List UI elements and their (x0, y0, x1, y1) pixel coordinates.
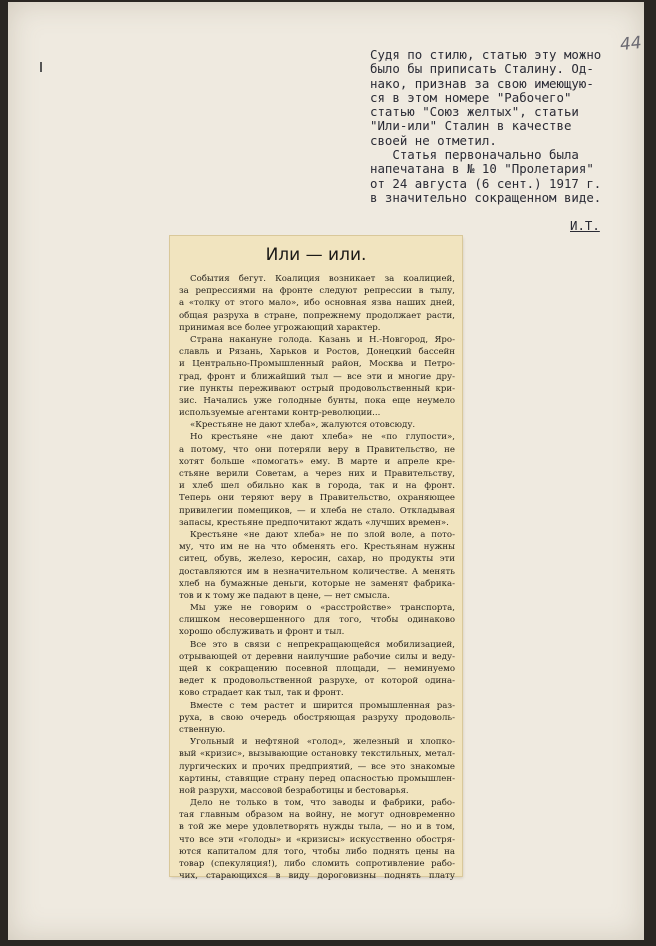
typewritten-note (370, 48, 648, 205)
article-paragraph (179, 431, 455, 529)
article-line: ются капиталом для того, чтобы либо поднять цены на (179, 846, 455, 857)
article-line: му, что им не на что обменять его. Крестьянам нужны (179, 542, 455, 553)
article-line: «Крестьяне не дают хлеба», жалуются отовсюду. (190, 420, 416, 431)
article-line: ситец, обувь, железо, керосин, сахар, но продукты эти (179, 554, 455, 565)
article-line: ной разрухи, массовой безработицы и бестоварья. (179, 785, 409, 796)
article-paragraph (179, 419, 455, 431)
article-line: в той же мере удовлетворять нужды тыла, — но и в том, (179, 822, 455, 833)
article-line: а потому, что они потеряли веру в Правительство, не (179, 444, 455, 455)
article-line: запасы, крестьяне предпочитают ждать «лучших времен». (179, 517, 449, 528)
article-paragraph (179, 529, 455, 602)
page-number: 44 (619, 32, 643, 56)
article-line: за репрессиями на фронте следуют репрессии в тылу, (179, 286, 455, 297)
article-line: вый «кризис», вызывающие остановку текстильных, метал- (179, 749, 455, 760)
article-line: стьяне верили Советам, а через них и Правительству, (179, 469, 455, 479)
article-line: ственную. (179, 724, 226, 735)
article-line: общая разруха в стране, попрежнему продолжает расти, (179, 310, 455, 321)
article-line: чих, старающихся в виду дороговизны поднять плату (179, 871, 455, 882)
article-line: хотят больше «помогать» ему. В марте и апреле кре- (179, 456, 455, 467)
article-paragraph (179, 602, 455, 639)
article-line: Теперь они теряют веру в Правительство, охраняющее (179, 493, 455, 504)
article-line: град, фронт и ближайший тыл — все эти и многие дру- (179, 371, 455, 382)
article-line: Страна накануне голода. Казань и Н.-Новгород, Яро- (190, 334, 455, 345)
article-line: хорошо обслуживать и фронт и тыл. (179, 627, 345, 638)
article-line: Мы уже не говорим о «расстройстве» транспорта, (190, 603, 455, 614)
article-line: щей к сокращению посевной площади, — неминуемо (179, 664, 455, 674)
article-line: хлеб на бумажные деньги, которые не заменят фабрика- (179, 578, 455, 589)
article-line: отрывающей от деревни наилучшие рабочие силы и веду- (179, 651, 455, 662)
note-line: нако, признав за свою имеющую- (370, 75, 594, 91)
article-paragraph (179, 700, 455, 737)
article-paragraph (179, 797, 455, 882)
article-line: ково страдает как тыл, так и фронт. (179, 688, 344, 699)
article-line: Угольный и нефтяной «голод», железный и хлопко- (190, 737, 455, 748)
article-title: Или — или. (265, 245, 367, 265)
article-line: тов и к тому же падают в цене, — нет смысла. (179, 590, 390, 601)
binding-mark (40, 62, 42, 72)
note-line: в значительно сокращенном виде. (370, 189, 602, 205)
article-paragraph (179, 639, 455, 700)
article-line: и Центрально-Промышленный район, Москва и Петро- (179, 359, 455, 370)
note-line: Статья первоначально была (370, 147, 579, 163)
article-line: картины, ставящие страну перед опасностью промышлен- (179, 773, 455, 784)
article-line: События бегут. Коалиция возникает за коалицией, (190, 274, 455, 284)
article-paragraph (179, 334, 455, 419)
article-line: слишком несовершенного для того, чтобы одинаково (179, 615, 455, 626)
article-line: руха, в свою очередь обостряющая разруху продоволь- (179, 712, 455, 723)
article-line: гие пункты переживают острый продовольственный кри- (179, 383, 455, 394)
article-paragraph (179, 273, 455, 334)
article-line: славль и Рязань, Харьков и Ростов, Донецкий бассейн (179, 347, 455, 358)
article-line: принимая все более угрожающий характер. (179, 322, 381, 333)
article-line: ведет к продовольственной разрухе, от которой одина- (179, 676, 455, 687)
article-line: что все эти «голоды» и «кризисы» искусственно обостря- (179, 834, 455, 845)
article-line: товар (спекуляция!), либо сломить сопротивление рабо- (179, 859, 455, 869)
article-line: зис. Начались уже голодные бунты, пока еще неумело (179, 395, 455, 406)
article-line: тая главным образом на войну, не могут одновременно (179, 810, 455, 821)
note-line: своей не отметил. (370, 132, 497, 148)
article-line: а «толку от этого мало», ибо основная язва наших дней, (179, 298, 455, 309)
note-line: от 24 августа (6 сент.) 1917 г. (370, 175, 602, 191)
article-line: Все это в связи с непрекращающейся мобилизацией, (190, 639, 455, 650)
note-signature: И.Т. (570, 218, 600, 233)
article-paragraph (179, 736, 455, 797)
article-line: и хлеб шел обильно как в города, так и на фронт. (179, 481, 455, 492)
article-line: лургических и прочих предприятий, — все это знакомые (179, 761, 455, 772)
article-line: Но крестьяне «не дают хлеба» не «по глупости», (190, 432, 455, 443)
note-line: было бы приписать Сталину. Од- (370, 61, 594, 77)
article-line: Крестьяне «не дают хлеба» не по злой воле, а пото- (190, 529, 455, 540)
article-body (179, 273, 455, 882)
note-line: "Или-или" Сталин в качестве (370, 118, 572, 134)
note-line: ся в этом номере "Рабочего" (370, 89, 572, 105)
article-line: Дело не только в том, что заводы и фабрики, рабо- (190, 798, 455, 809)
note-line: Судя по стилю, статью эту можно (370, 47, 602, 62)
article-line: доставляются им в незначительном количестве. А менять (179, 566, 455, 577)
note-line: напечатана в № 10 "Пролетария" (370, 161, 594, 177)
note-line: статью "Союз желтых", статьи (370, 104, 579, 120)
newspaper-clipping (170, 236, 462, 882)
article-line: используемые агентами контр-революции... (179, 408, 381, 419)
article-line: Вместе с тем растет и ширится промышленная раз- (190, 700, 455, 711)
article-line: привилегии помещиков, — и хлеба не стало. Откладывая (179, 505, 455, 516)
